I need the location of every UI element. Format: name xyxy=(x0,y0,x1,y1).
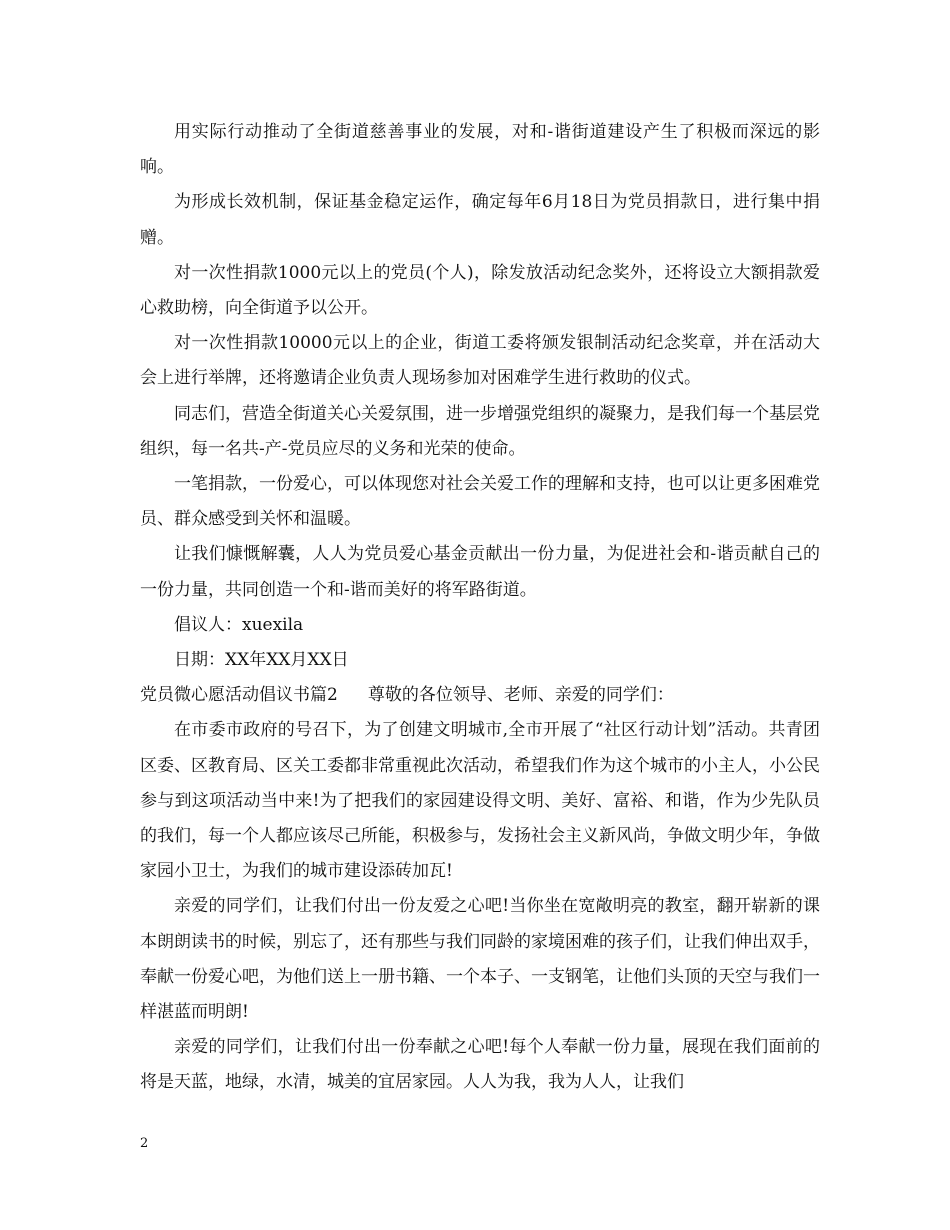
paragraph: 对一次性捐款10000元以上的企业，街道工委将颁发银制活动纪念奖章，并在活动大会上进行举牌，还将邀请企业负责人现场参加对困难学生进行救助的仪式。 xyxy=(140,333,820,389)
paragraph: 一笔捐款，一份爱心，可以体现您对社会关爱工作的理解和支持，也可以让更多困难党员、群众感受到关怀和温暖。 xyxy=(140,474,820,530)
paragraph: 同志们，营造全街道关心关爱氛围，进一步增强党组织的凝聚力，是我们每一个基层党组织，每一名共-产-党员应尽的义务和光荣的使命。 xyxy=(140,403,820,459)
paragraph: 亲爱的同学们，让我们付出一份奉献之心吧!每个人奉献一份力量，展现在我们面前的将是天蓝，地绿，水清，城美的宜居家园。人人为我，我为人人，让我们 xyxy=(140,1037,820,1093)
date-line: 日期：XX年XX月XX日 xyxy=(174,650,349,671)
paragraph: 为形成长效机制，保证基金稳定运作，确定每年6月18日为党员捐款日，进行集中捐赠。 xyxy=(140,192,820,248)
signer-line: 倡议人：xuexila xyxy=(174,614,304,635)
section-title: 党员微心愿活动倡议书篇2 xyxy=(140,685,338,706)
paragraph: 对一次性捐款1000元以上的党员(个人)，除发放活动纪念奖外，还将设立大额捐款爱心救助榜，向全街道予以公开。 xyxy=(140,262,820,319)
paragraph: 让我们慷慨解囊，人人为党员爱心基金贡献出一份力量，为促进社会和-谐贡献自己的一份力量，共同创造一个和-谐而美好的将军路街道。 xyxy=(140,544,820,600)
document-body xyxy=(140,115,820,1101)
section-heading xyxy=(140,678,820,713)
paragraph: 用实际行动推动了全街道慈善事业的发展，对和-谐街道建设产生了积极而深远的影响。 xyxy=(140,122,820,178)
page-number: 2 xyxy=(140,1136,149,1151)
salutation: 尊敬的各位领导、老师、亲爱的同学们： xyxy=(367,685,674,706)
paragraph: 亲爱的同学们，让我们付出一份友爱之心吧!当你坐在宽敞明亮的教室，翻开崭新的课本朗朗读书的时候，别忘了，还有那些与我们同龄的家境困难的孩子们，让我们伸出双手，奉献一份爱心吧，为他们送上一册书籍、一个本子、一支钢笔，让他们头顶的天空与我们一样湛蓝而明朗! xyxy=(140,896,820,1023)
paragraph: 在市委市政府的号召下，为了创建文明城市,全市开展了“社区行动计划”活动。共青团区委、区教育局、区关工委都非常重视此次活动，希望我们作为这个城市的小主人，小公民参与到这项活动当中来!为了把我们的家园建设得文明、美好、富裕、和谐，作为少先队员的我们，每一个人都应该尽己所能，积极参与，发扬社会主义新风尚，争做文明少年，争做家园小卫士，为我们的城市建设添砖加瓦! xyxy=(140,720,820,882)
